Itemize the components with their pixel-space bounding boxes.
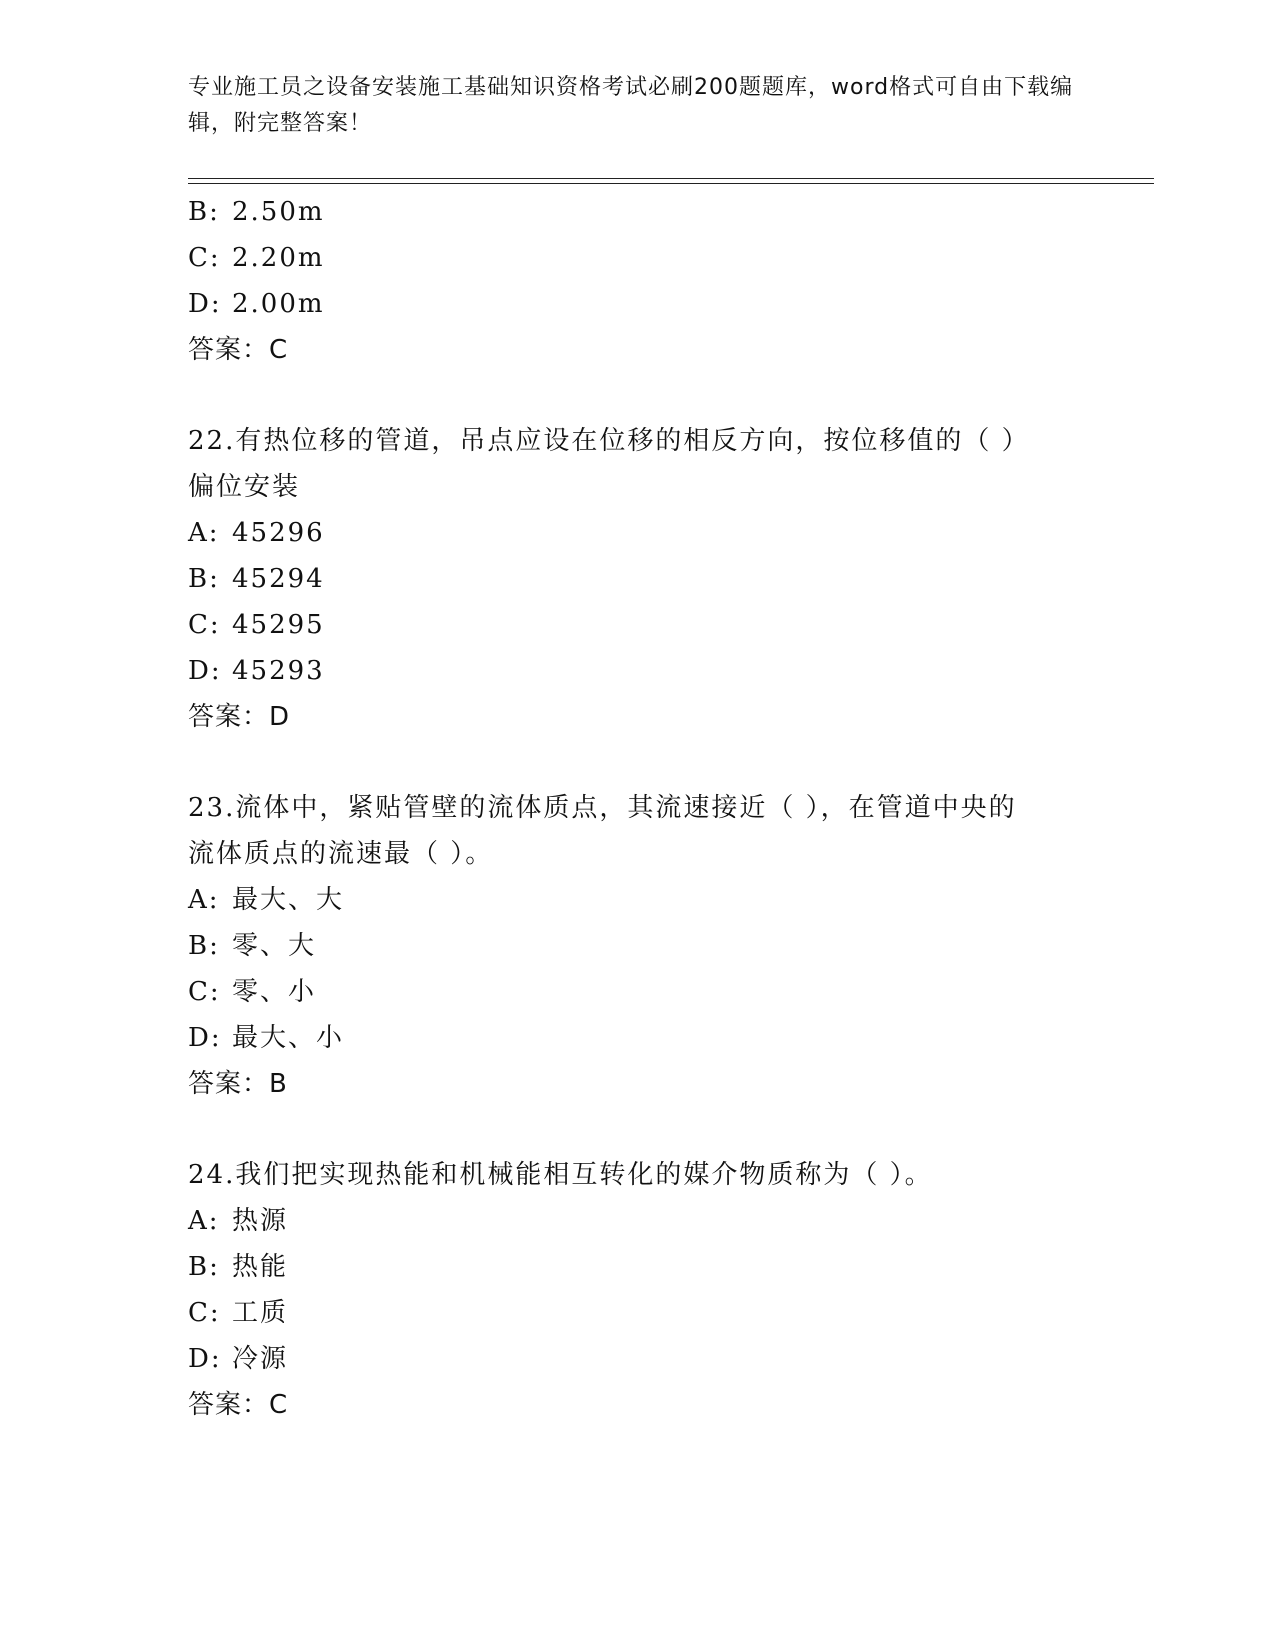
answer-line: 答案：C [188, 335, 289, 365]
option-b: B: 45294 [188, 564, 325, 594]
question-stem-cont: 偏位安装 [188, 472, 301, 502]
option-c: C: 工质 [188, 1298, 289, 1328]
option-b: B: 零、大 [188, 931, 317, 961]
option-b: B: 2.50m [188, 197, 325, 227]
option-d: D: 最大、小 [188, 1023, 345, 1053]
option-c: C: 45295 [188, 610, 325, 640]
answer-line: 答案：C [188, 1390, 289, 1420]
option-d: D: 冷源 [188, 1344, 289, 1374]
option-c: C: 零、小 [188, 977, 317, 1007]
option-d: D: 2.00m [188, 289, 325, 319]
option-d: D: 45293 [188, 656, 325, 686]
header-divider-bottom [188, 183, 1154, 184]
question-stem: 22.有热位移的管道，吊点应设在位移的相反方向，按位移值的（ ） [188, 426, 1030, 456]
question-stem: 23.流体中，紧贴管壁的流体质点，其流速接近（ ），在管道中央的 [188, 793, 1017, 823]
option-c: C: 2.20m [188, 243, 325, 273]
question-24-block [188, 1152, 1088, 1428]
prev-question-block [188, 189, 1088, 373]
option-a: A: 热源 [188, 1206, 289, 1236]
option-a: A: 45296 [188, 518, 325, 548]
document-header: 专业施工员之设备安装施工基础知识资格考试必刷200题题库，word格式可自由下载编辑，附完整答案！ [188, 75, 1074, 136]
answer-line: 答案：D [188, 702, 291, 732]
question-stem: 24.我们把实现热能和机械能相互转化的媒介物质称为（ ）。 [188, 1160, 933, 1190]
header-divider-top [188, 178, 1154, 179]
question-stem-cont: 流体质点的流速最（ ）。 [188, 839, 494, 869]
answer-line: 答案：B [188, 1069, 288, 1099]
question-23-block [188, 785, 1088, 1107]
question-22-block [188, 418, 1088, 740]
question-list [188, 189, 1088, 1428]
option-a: A: 最大、大 [188, 885, 345, 915]
option-b: B: 热能 [188, 1252, 289, 1282]
